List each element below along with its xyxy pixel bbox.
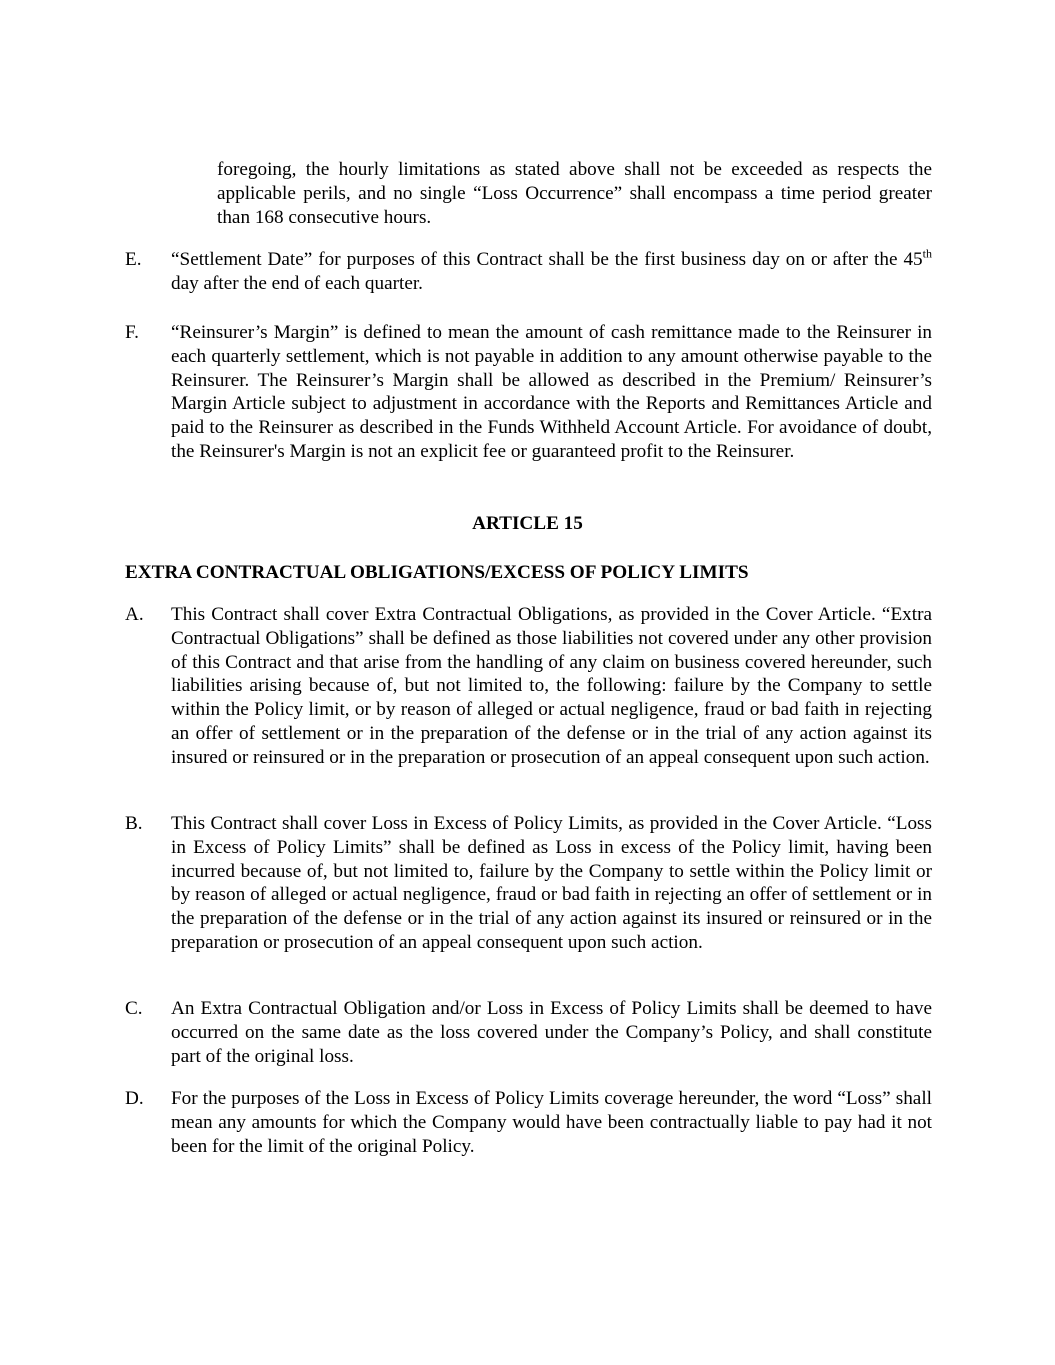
- item-letter: E.: [125, 249, 142, 270]
- item-text: This Contract shall cover Loss in Excess of Policy Limits, as provided in the Cover Article. “Loss in Excess of Policy Limits” shall be defined as Loss in excess of the Policy limit, having been incurred because of, but not limited to, failure by the Company to settle within the Policy limit or by reason of alleged or actual negligence, fraud or bad faith in rejecting an offer of settlement or in the preparation of the defense or in the trial of any action against its insured or reinsured or in the preparation or prosecution of an appeal consequent upon such action.: [171, 813, 932, 953]
- list-item-b: [125, 812, 932, 955]
- list-item-d: [125, 1087, 932, 1158]
- list-item-f: [125, 321, 932, 464]
- item-text: [171, 248, 932, 296]
- item-text-before: “Settlement Date” for purposes of this Contract shall be the first business day on or after the 45: [171, 249, 923, 270]
- list-item-c: [125, 997, 932, 1068]
- continuation-paragraph: foregoing, the hourly limitations as stated above shall not be exceeded as respects the applicable perils, and no single “Loss Occurrence” shall encompass a time period greater than 168 consecutive hours.: [217, 159, 932, 228]
- item-letter: D.: [125, 1088, 144, 1109]
- item-text: This Contract shall cover Extra Contractual Obligations, as provided in the Cover Article. “Extra Contractual Obligations” shall be defined as those liabilities not covered under any other provision of this Contract and that arise from the handling of any claim on business covered hereunder, such liabilities arising because of, but not limited to, the following: failure by the Company to settle within the Policy limit, or by reason of alleged or actual negligence, fraud or bad faith in rejecting an offer of settlement or in the preparation of the defense or in the trial of any action against its insured or reinsured or in the preparation or prosecution of an appeal consequent upon such action.: [171, 604, 932, 768]
- item-text-after: day after the end of each quarter.: [171, 272, 423, 294]
- item-letter: F.: [125, 322, 139, 343]
- item-letter: A.: [125, 604, 144, 625]
- item-letter: C.: [125, 998, 143, 1019]
- item-letter: B.: [125, 813, 143, 834]
- ordinal-suffix: th: [922, 246, 932, 261]
- list-item-a: [125, 603, 932, 770]
- list-item-e: [125, 248, 932, 296]
- article-title: EXTRA CONTRACTUAL OBLIGATIONS/EXCESS OF POLICY LIMITS: [125, 562, 749, 583]
- article-number: ARTICLE 15: [472, 513, 583, 534]
- item-text: An Extra Contractual Obligation and/or Loss in Excess of Policy Limits shall be deemed to have occurred on the same date as the loss covered under the Company’s Policy, and shall constitute part of the original loss.: [171, 998, 932, 1067]
- item-text: For the purposes of the Loss in Excess of Policy Limits coverage hereunder, the word “Loss” shall mean any amounts for which the Company would have been contractually liable to pay had it not been for the limit of the original Policy.: [171, 1088, 932, 1157]
- item-text: “Reinsurer’s Margin” is defined to mean the amount of cash remittance made to the Reinsurer in each quarterly settlement, which is not payable in addition to any amount otherwise payable to the Reinsurer. The Reinsurer’s Margin shall be allowed as described in the Premium/ Reinsurer’s Margin Article subject to adjustment in accordance with the Reports and Remittances Article and paid to the Reinsurer as described in the Funds Withheld Account Article. For avoidance of doubt, the Reinsurer's Margin is not an explicit fee or guaranteed profit to the Reinsurer.: [171, 322, 932, 462]
